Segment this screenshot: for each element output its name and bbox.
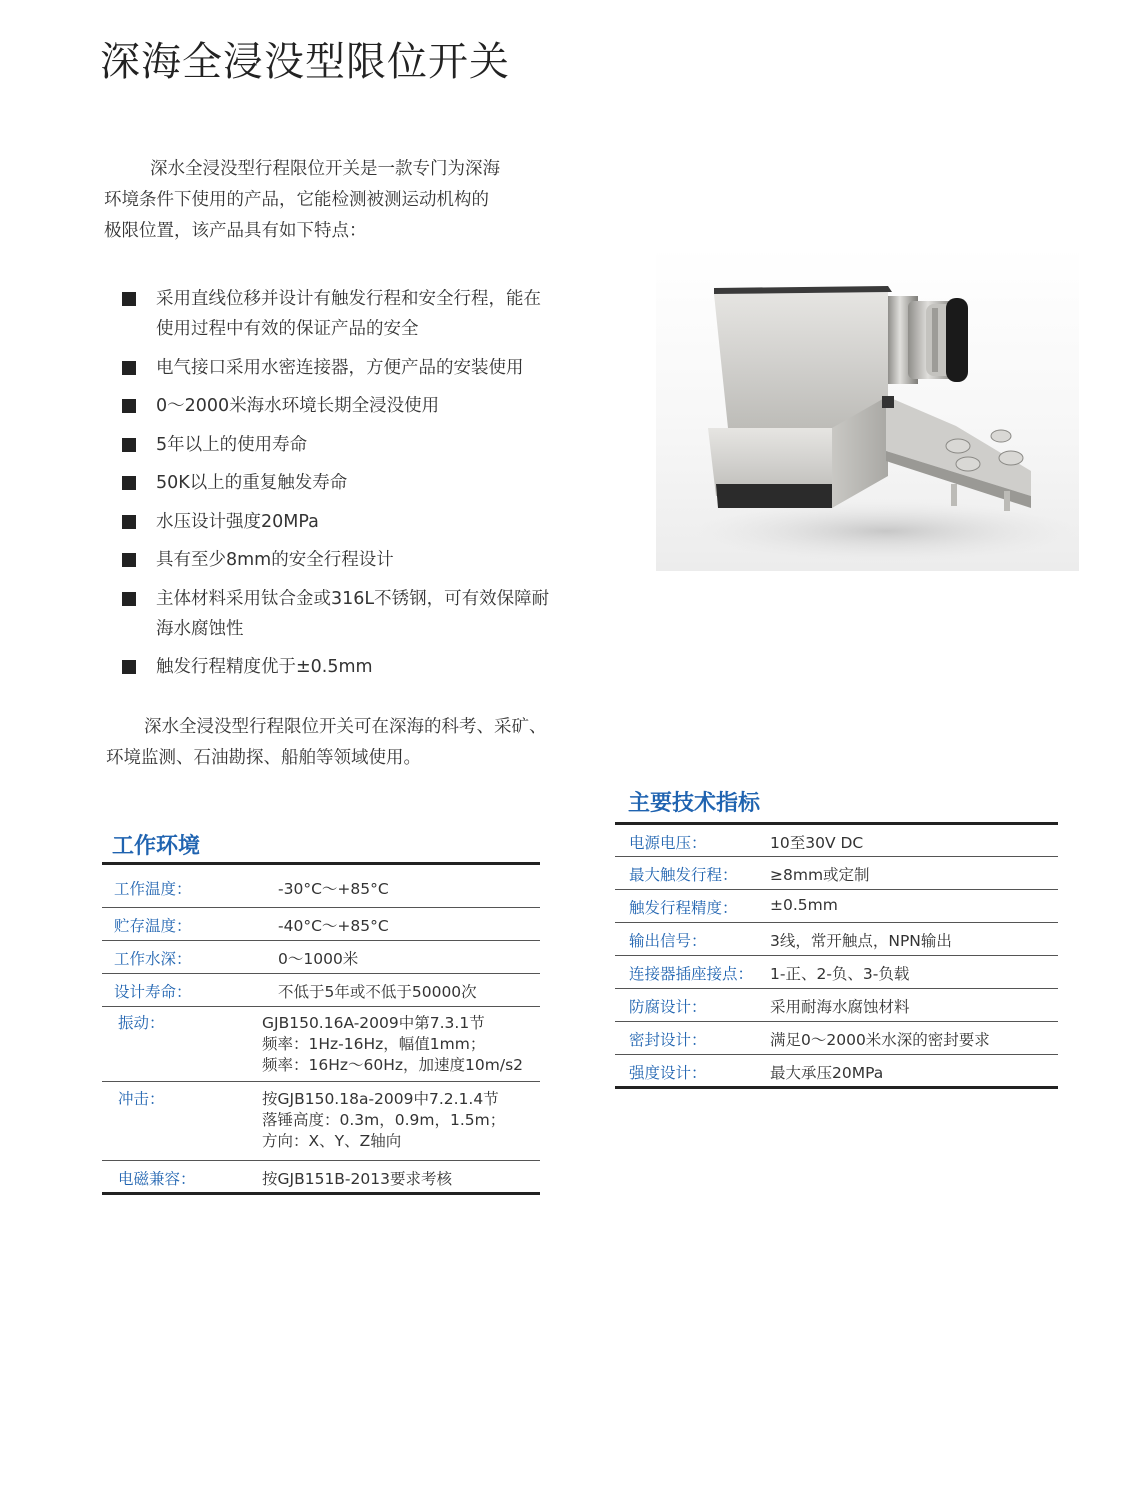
table-row (102, 908, 540, 941)
feature-item: 具有至少8mm的安全行程设计 (120, 545, 610, 575)
env-table (102, 862, 540, 1195)
limit-switch-illustration (656, 246, 1079, 571)
table-row (615, 857, 1058, 890)
tech-label: 强度设计： (615, 1055, 769, 1088)
tech-label: 电源电压： (615, 824, 769, 857)
tech-label: 连接器插座接点： (615, 956, 769, 989)
closing-line: 深水全浸没型行程限位开关可在深海的科考、采矿、 (144, 717, 547, 737)
feature-item: 采用直线位移并设计有触发行程和安全行程，能在 使用过程中有效的保证产品的安全 (120, 284, 610, 344)
env-label: 电磁兼容： (102, 1161, 262, 1194)
table-row (615, 824, 1058, 857)
table-row (615, 1055, 1058, 1088)
bullet-square-icon (122, 553, 136, 567)
bullet-square-icon (122, 592, 136, 606)
intro-line: 极限位置，该产品具有如下特点： (104, 221, 367, 241)
table-row (102, 1161, 540, 1194)
bullet-square-icon (122, 476, 136, 490)
feature-item: 水压设计强度20MPa (120, 507, 610, 537)
feature-item: 5年以上的使用寿命 (120, 430, 610, 460)
env-value: -40°C～+85°C (262, 908, 540, 941)
table-row (102, 941, 540, 974)
tech-value: 10至30V DC (769, 824, 1058, 857)
env-label: 工作温度： (102, 864, 262, 908)
table-row (102, 1007, 540, 1082)
tech-label: 输出信号： (615, 923, 769, 956)
feature-list (120, 284, 610, 691)
env-value: 按GJB150.18a-2009中7.2.1.4节 落锤高度：0.3m，0.9m，1.5m； 方向：X、Y、Z轴向 (262, 1082, 540, 1161)
tech-value: 满足0～2000米水深的密封要求 (769, 1022, 1058, 1055)
bullet-square-icon (122, 292, 136, 306)
bullet-square-icon (122, 361, 136, 375)
table-row (615, 956, 1058, 989)
tech-value: ≥8mm或定制 (769, 857, 1058, 890)
feature-item: 电气接口采用水密连接器，方便产品的安装使用 (120, 353, 610, 383)
bullet-square-icon (122, 438, 136, 452)
bullet-square-icon (122, 660, 136, 674)
tech-value: 3线，常开触点，NPN输出 (769, 923, 1058, 956)
feature-item: 50K以上的重复触发寿命 (120, 468, 610, 498)
bullet-square-icon (122, 399, 136, 413)
feature-item: 主体材料采用钛合金或316L不锈钢，可有效保障耐 海水腐蚀性 (120, 584, 610, 644)
page-title: 深海全浸没型限位开关 (100, 39, 510, 85)
tech-section-title: 主要技术指标 (628, 791, 761, 816)
closing-line: 环境监测、石油勘探、船舶等领域使用。 (106, 748, 421, 768)
env-value: 按GJB151B-2013要求考核 (262, 1161, 540, 1194)
table-row (102, 974, 540, 1007)
tech-label: 防腐设计： (615, 989, 769, 1022)
env-value: 0～1000米 (262, 941, 540, 974)
tech-label: 密封设计： (615, 1022, 769, 1055)
env-label: 振动： (102, 1007, 262, 1082)
intro-paragraph (104, 154, 564, 247)
tech-label: 最大触发行程： (615, 857, 769, 890)
intro-line: 深水全浸没型行程限位开关是一款专门为深海 (150, 159, 500, 179)
table-row (615, 890, 1058, 923)
table-row (615, 989, 1058, 1022)
table-row (615, 923, 1058, 956)
feature-item: 触发行程精度优于±0.5mm (120, 652, 610, 682)
env-value: -30°C～+85°C (262, 864, 540, 908)
env-value: 不低于5年或不低于50000次 (262, 974, 540, 1007)
env-label: 冲击： (102, 1082, 262, 1161)
table-row (615, 1022, 1058, 1055)
table-row (102, 1082, 540, 1161)
closing-paragraph (106, 712, 606, 774)
env-label: 设计寿命： (102, 974, 262, 1007)
product-image (656, 246, 1079, 571)
bullet-square-icon (122, 515, 136, 529)
env-value: GJB150.16A-2009中第7.3.1节 频率：1Hz-16Hz，幅值1mm； 频率：16Hz～60Hz，加速度10m/s2 (262, 1007, 540, 1082)
tech-label: 触发行程精度： (615, 890, 769, 923)
tech-table (615, 822, 1058, 1089)
tech-value: 1-正、2-负、3-负载 (769, 956, 1058, 989)
feature-item: 0～2000米海水环境长期全浸没使用 (120, 391, 610, 421)
tech-value: 最大承压20MPa (769, 1055, 1058, 1088)
env-label: 工作水深： (102, 941, 262, 974)
intro-line: 环境条件下使用的产品，它能检测被测运动机构的 (104, 190, 489, 210)
env-section-title: 工作环境 (112, 834, 201, 859)
table-row (102, 864, 540, 908)
env-label: 贮存温度： (102, 908, 262, 941)
tech-value: 采用耐海水腐蚀材料 (769, 989, 1058, 1022)
tech-value: ±0.5mm (769, 890, 1058, 923)
